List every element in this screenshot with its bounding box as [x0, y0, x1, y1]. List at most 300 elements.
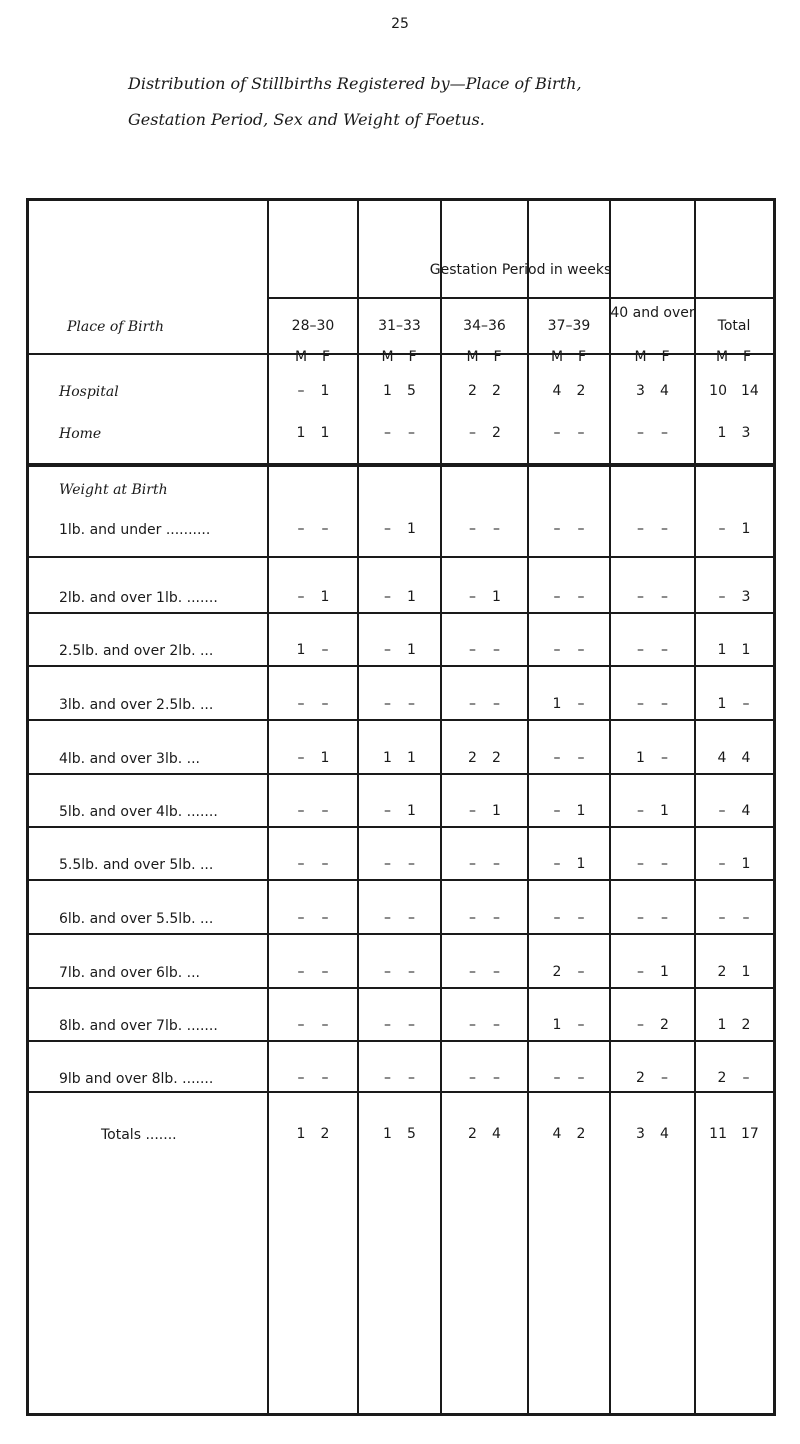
value-pair — [528, 750, 610, 766]
sex-labels — [610, 349, 695, 365]
female-count: 17 — [741, 1126, 759, 1142]
value-pair — [695, 383, 773, 399]
female-count: 1 — [741, 521, 751, 537]
value-pair — [441, 1070, 528, 1086]
female-count: 2 — [492, 750, 501, 766]
sex-labels — [268, 349, 358, 365]
male-count: 3 — [636, 1126, 645, 1142]
male-count: – — [384, 856, 391, 872]
value-pair — [441, 383, 528, 399]
male-count: 4 — [717, 750, 727, 766]
row-rule — [29, 612, 773, 614]
value-pair — [528, 425, 610, 441]
male-count: 1 — [296, 1126, 306, 1142]
male-count: 1 — [296, 642, 306, 658]
value-pair — [441, 425, 528, 441]
female-count: – — [577, 910, 585, 926]
male-count: – — [384, 425, 391, 441]
value-pair — [358, 803, 441, 819]
row-rule — [29, 556, 773, 558]
male-count: – — [637, 803, 644, 819]
female-count: 2 — [576, 383, 586, 399]
male-label: M — [550, 349, 564, 365]
male-count: – — [637, 910, 644, 926]
value-pair — [441, 642, 528, 658]
male-count: – — [469, 1017, 476, 1033]
male-count: – — [553, 856, 561, 872]
female-count: – — [321, 1017, 329, 1033]
value-pair — [441, 750, 528, 766]
male-count: – — [553, 910, 561, 926]
row-rule — [29, 665, 773, 667]
female-count: – — [321, 642, 329, 658]
value-pair — [441, 803, 528, 819]
row-rule — [29, 1040, 773, 1042]
male-count: – — [718, 910, 726, 926]
sex-labels — [528, 349, 610, 365]
female-count: 1 — [320, 383, 330, 399]
male-count: 1 — [383, 1126, 392, 1142]
female-count: – — [577, 1017, 585, 1033]
female-count: – — [321, 803, 329, 819]
male-count: – — [553, 1070, 561, 1086]
page-title — [128, 73, 788, 131]
value-pair — [268, 750, 358, 766]
value-pair — [441, 521, 528, 537]
weight-label: 4lb. and over 3lb. ... — [59, 751, 200, 767]
female-count: – — [661, 521, 668, 537]
value-pair — [610, 964, 695, 980]
male-label: M — [466, 349, 479, 365]
male-count: 1 — [552, 1017, 562, 1033]
female-label: F — [322, 349, 331, 365]
male-count: 3 — [636, 383, 645, 399]
value-pair — [528, 383, 610, 399]
female-count: – — [661, 750, 668, 766]
male-count: 4 — [552, 1126, 562, 1142]
value-pair — [358, 1070, 441, 1086]
value-pair — [695, 750, 773, 766]
male-count: – — [718, 856, 726, 872]
female-count: – — [408, 1017, 415, 1033]
female-count: 1 — [407, 750, 416, 766]
weight-label: 3lb. and over 2.5lb. ... — [59, 697, 214, 713]
column-header-1: 31–33 — [378, 318, 421, 334]
male-count: – — [637, 642, 644, 658]
female-label: F — [578, 349, 587, 365]
female-count: 3 — [741, 589, 751, 605]
female-count: – — [408, 964, 415, 980]
female-count: – — [493, 521, 500, 537]
female-count: 1 — [320, 750, 330, 766]
female-count: 1 — [576, 803, 586, 819]
value-pair — [268, 589, 358, 605]
male-count: 2 — [468, 1126, 477, 1142]
female-label: F — [408, 349, 417, 365]
value-pair — [358, 750, 441, 766]
row-header: Place of Birth — [67, 319, 164, 335]
male-count: – — [469, 964, 476, 980]
female-count: 1 — [741, 856, 751, 872]
value-pair — [268, 910, 358, 926]
value-pair — [695, 856, 773, 872]
female-count: 1 — [741, 964, 751, 980]
female-label: F — [661, 349, 670, 365]
value-pair — [528, 910, 610, 926]
weight-label: 7lb. and over 6lb. ... — [59, 965, 200, 981]
value-pair — [358, 964, 441, 980]
female-count: – — [493, 1017, 500, 1033]
value-pair — [610, 589, 695, 605]
weight-label: 8lb. and over 7lb. ....... — [59, 1018, 218, 1034]
value-pair — [268, 383, 358, 399]
male-count: 10 — [709, 383, 727, 399]
value-pair — [610, 910, 695, 926]
male-count: – — [384, 521, 391, 537]
value-pair — [528, 1017, 610, 1033]
female-count: 2 — [660, 1017, 669, 1033]
female-count: – — [493, 1070, 500, 1086]
sex-labels — [695, 349, 773, 365]
value-pair — [610, 856, 695, 872]
female-count: – — [408, 425, 415, 441]
male-count: – — [384, 696, 391, 712]
female-count: 2 — [492, 425, 501, 441]
male-count: – — [718, 589, 726, 605]
value-pair — [695, 425, 773, 441]
group-header-rule — [268, 297, 773, 299]
value-pair — [358, 642, 441, 658]
female-count: – — [661, 910, 668, 926]
male-count: – — [469, 803, 476, 819]
value-pair — [268, 425, 358, 441]
female-count: 5 — [407, 1126, 416, 1142]
male-count: – — [297, 910, 305, 926]
male-count: – — [297, 1070, 305, 1086]
row-rule — [29, 773, 773, 775]
row-rule — [29, 987, 773, 989]
male-count: 1 — [383, 383, 392, 399]
male-label: M — [634, 349, 647, 365]
weight-label: 2.5lb. and over 2lb. ... — [59, 643, 214, 659]
value-pair — [695, 803, 773, 819]
value-pair — [441, 964, 528, 980]
female-count: – — [742, 910, 750, 926]
male-count: 1 — [383, 750, 392, 766]
female-count: 1 — [320, 425, 330, 441]
value-pair — [358, 910, 441, 926]
female-label: F — [743, 349, 752, 365]
value-pair — [610, 750, 695, 766]
column-header-3: 37–39 — [547, 318, 591, 334]
female-count: 2 — [741, 1017, 751, 1033]
male-count: – — [384, 642, 391, 658]
male-label: M — [294, 349, 308, 365]
male-count: – — [469, 910, 476, 926]
female-count: – — [321, 521, 329, 537]
female-count: – — [661, 1070, 668, 1086]
female-count: – — [321, 856, 329, 872]
female-count: 1 — [407, 642, 416, 658]
female-count: 1 — [492, 803, 501, 819]
value-pair — [441, 856, 528, 872]
female-count: 1 — [660, 964, 669, 980]
value-pair — [695, 1126, 773, 1142]
male-count: – — [297, 383, 305, 399]
female-count: – — [493, 642, 500, 658]
row-rule — [29, 933, 773, 935]
female-count: – — [408, 856, 415, 872]
male-count: – — [637, 1017, 644, 1033]
male-count: – — [297, 750, 305, 766]
female-count: – — [742, 696, 750, 712]
female-count: 2 — [576, 1126, 586, 1142]
column-header-4: 40 and over — [610, 305, 695, 321]
sex-labels — [441, 349, 528, 365]
male-count: 2 — [717, 964, 727, 980]
female-count: – — [661, 642, 668, 658]
value-pair — [268, 1070, 358, 1086]
column-header-2: 34–36 — [463, 318, 506, 334]
male-count: 2 — [468, 383, 477, 399]
male-count: – — [553, 425, 561, 441]
female-count: – — [577, 750, 585, 766]
female-count: 1 — [407, 589, 416, 605]
female-count: – — [742, 1070, 750, 1086]
male-count: 1 — [717, 696, 727, 712]
male-count: – — [297, 589, 305, 605]
male-count: – — [553, 750, 561, 766]
male-count: – — [297, 521, 305, 537]
female-count: – — [577, 521, 585, 537]
female-count: 1 — [741, 642, 751, 658]
male-count: – — [469, 856, 476, 872]
value-pair — [528, 589, 610, 605]
value-pair — [358, 1017, 441, 1033]
title-line-2: Gestation Period, Sex and Weight of Foetus. — [128, 110, 485, 129]
value-pair — [358, 856, 441, 872]
male-count: – — [469, 1070, 476, 1086]
male-count: – — [384, 803, 391, 819]
male-count: 2 — [636, 1070, 645, 1086]
male-count: 1 — [717, 425, 727, 441]
value-pair — [610, 425, 695, 441]
value-pair — [441, 696, 528, 712]
value-pair — [528, 521, 610, 537]
male-count: – — [384, 1017, 391, 1033]
female-count: – — [661, 589, 668, 605]
section-rule — [29, 463, 773, 467]
male-count: – — [469, 589, 476, 605]
male-count: – — [469, 425, 476, 441]
weight-label: 6lb. and over 5.5lb. ... — [59, 911, 214, 927]
value-pair — [695, 1017, 773, 1033]
value-pair — [358, 589, 441, 605]
male-label: M — [381, 349, 394, 365]
value-pair — [358, 521, 441, 537]
value-pair — [268, 642, 358, 658]
female-count: 2 — [492, 383, 501, 399]
female-count: 14 — [741, 383, 759, 399]
male-label: M — [715, 349, 729, 365]
group-header: Gestation Period in weeks — [429, 262, 612, 278]
value-pair — [610, 521, 695, 537]
female-count: 4 — [660, 383, 669, 399]
value-pair — [358, 1126, 441, 1142]
female-count: – — [493, 910, 500, 926]
value-pair — [610, 642, 695, 658]
male-count: – — [553, 642, 561, 658]
male-count: – — [469, 642, 476, 658]
male-count: 1 — [717, 642, 727, 658]
value-pair — [610, 383, 695, 399]
place-label: Home — [59, 426, 102, 442]
male-count: – — [553, 803, 561, 819]
male-count: 1 — [717, 1017, 727, 1033]
male-count: – — [637, 589, 644, 605]
female-count: – — [661, 856, 668, 872]
value-pair — [528, 642, 610, 658]
female-count: – — [321, 964, 329, 980]
sex-labels — [358, 349, 441, 365]
totals-label: Totals ....... — [101, 1127, 177, 1143]
stillbirths-table — [26, 198, 776, 1416]
female-count: – — [661, 696, 668, 712]
male-count: – — [384, 910, 391, 926]
place-label: Hospital — [59, 384, 119, 400]
male-count: – — [637, 856, 644, 872]
female-count: – — [321, 910, 329, 926]
value-pair — [268, 1126, 358, 1142]
male-count: – — [384, 964, 391, 980]
value-pair — [358, 383, 441, 399]
male-count: 1 — [552, 696, 562, 712]
value-pair — [441, 1126, 528, 1142]
female-count: 4 — [741, 750, 751, 766]
row-rule — [29, 1091, 773, 1093]
male-count: – — [553, 589, 561, 605]
value-pair — [528, 803, 610, 819]
value-pair — [358, 696, 441, 712]
column-header-0: 28–30 — [291, 318, 335, 334]
female-count: 1 — [407, 521, 416, 537]
row-rule — [29, 826, 773, 828]
value-pair — [441, 910, 528, 926]
value-pair — [528, 1070, 610, 1086]
female-count: – — [577, 696, 585, 712]
female-count: – — [577, 589, 585, 605]
female-count: – — [577, 425, 585, 441]
weight-label: 9lb and over 8lb. ....... — [59, 1071, 214, 1087]
value-pair — [528, 696, 610, 712]
weight-label: 1lb. and under .......... — [59, 522, 211, 538]
value-pair — [268, 521, 358, 537]
value-pair — [695, 642, 773, 658]
male-count: – — [469, 696, 476, 712]
value-pair — [268, 803, 358, 819]
male-count: – — [297, 964, 305, 980]
female-count: – — [577, 642, 585, 658]
female-count: – — [493, 964, 500, 980]
male-count: – — [297, 856, 305, 872]
male-count: 11 — [709, 1126, 727, 1142]
weight-section-label: Weight at Birth — [59, 482, 168, 498]
female-count: 1 — [576, 856, 586, 872]
female-count: 5 — [407, 383, 416, 399]
female-count: – — [493, 856, 500, 872]
female-count: – — [408, 910, 415, 926]
value-pair — [268, 964, 358, 980]
value-pair — [610, 1126, 695, 1142]
male-count: – — [297, 1017, 305, 1033]
male-count: – — [718, 521, 726, 537]
female-count: 1 — [407, 803, 416, 819]
male-count: – — [718, 803, 726, 819]
value-pair — [695, 696, 773, 712]
female-count: – — [577, 964, 585, 980]
female-count: 4 — [492, 1126, 501, 1142]
male-count: – — [637, 425, 644, 441]
page-number: 25 — [391, 16, 409, 32]
female-count: – — [321, 1070, 329, 1086]
weight-label: 5lb. and over 4lb. ....... — [59, 804, 218, 820]
value-pair — [695, 964, 773, 980]
male-count: 1 — [296, 425, 306, 441]
column-header-5: Total — [717, 318, 751, 334]
female-count: 1 — [320, 589, 330, 605]
value-pair — [610, 803, 695, 819]
value-pair — [695, 521, 773, 537]
row-rule — [29, 879, 773, 881]
value-pair — [695, 1070, 773, 1086]
title-line-1: Distribution of Stillbirths Registered by—Place of Birth, — [128, 74, 582, 93]
male-count: 2 — [468, 750, 477, 766]
value-pair — [528, 964, 610, 980]
female-count: 1 — [492, 589, 501, 605]
female-count: – — [408, 1070, 415, 1086]
value-pair — [695, 589, 773, 605]
male-count: – — [384, 589, 391, 605]
weight-label: 2lb. and over 1lb. ....... — [59, 590, 218, 606]
value-pair — [268, 696, 358, 712]
female-count: 3 — [741, 425, 751, 441]
value-pair — [268, 1017, 358, 1033]
value-pair — [441, 1017, 528, 1033]
value-pair — [528, 1126, 610, 1142]
male-count: – — [637, 696, 644, 712]
male-count: – — [297, 803, 305, 819]
female-count: – — [577, 1070, 585, 1086]
female-count: 4 — [660, 1126, 669, 1142]
value-pair — [358, 425, 441, 441]
value-pair — [441, 589, 528, 605]
female-count: – — [493, 696, 500, 712]
male-count: – — [553, 521, 561, 537]
weight-label: 5.5lb. and over 5lb. ... — [59, 857, 214, 873]
female-count: 2 — [320, 1126, 330, 1142]
female-label: F — [493, 349, 502, 365]
male-count: – — [469, 521, 476, 537]
female-count: – — [661, 425, 668, 441]
male-count: – — [297, 696, 305, 712]
value-pair — [528, 856, 610, 872]
female-count: 4 — [741, 803, 751, 819]
male-count: 4 — [552, 383, 562, 399]
female-count: – — [408, 696, 415, 712]
value-pair — [695, 910, 773, 926]
row-rule — [29, 719, 773, 721]
male-count: – — [637, 964, 644, 980]
